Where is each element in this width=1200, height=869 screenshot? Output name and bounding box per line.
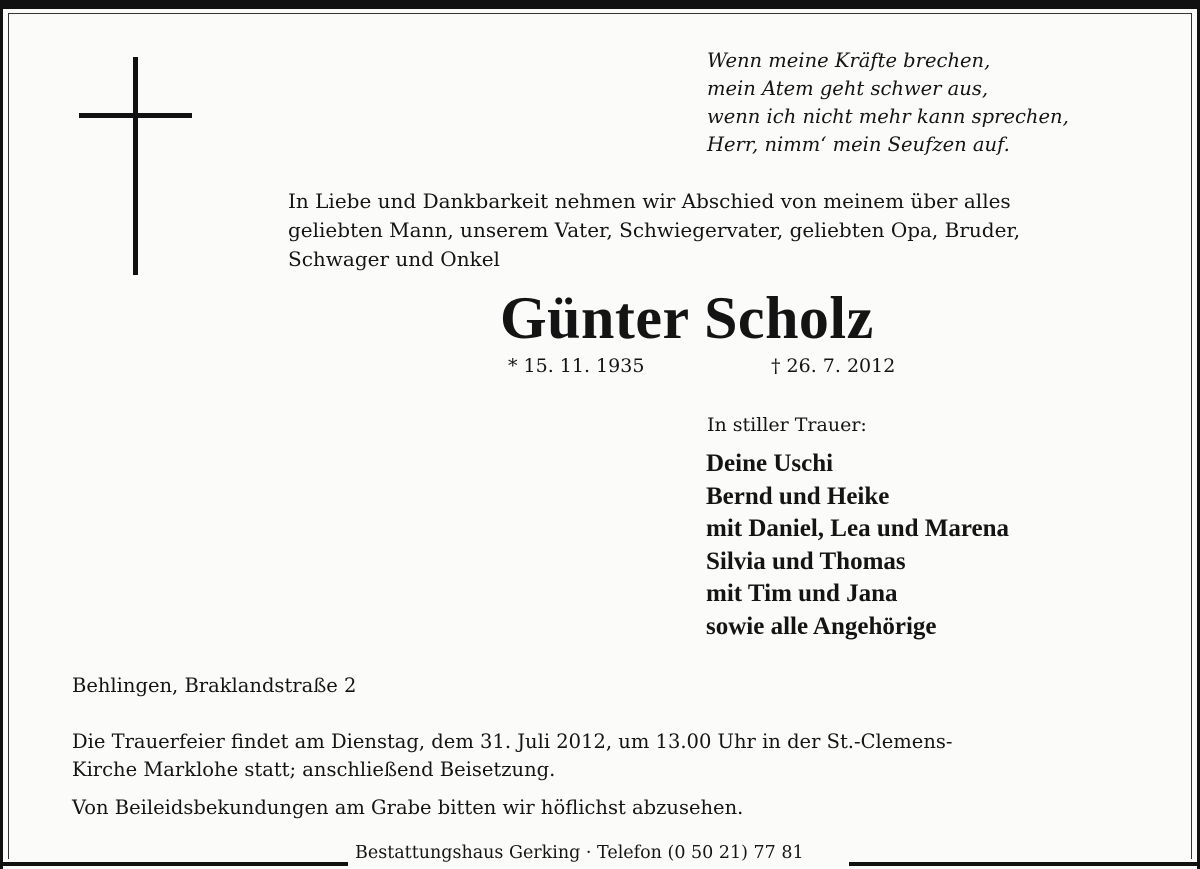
cross-vertical-bar — [133, 57, 138, 275]
cross-horizontal-bar — [79, 113, 192, 118]
mourners-list — [706, 448, 1009, 643]
intro-line: In Liebe und Dankbarkeit nehmen wir Abschied von meinem über alles — [288, 189, 1011, 213]
mourning-label: In stiller Trauer: — [707, 414, 867, 436]
poem-line: Herr, nimm‘ mein Seufzen auf. — [707, 133, 1010, 156]
funeral-line: Kirche Marklohe statt; anschließend Beisetzung. — [72, 758, 556, 781]
deceased-name: Günter Scholz — [500, 285, 874, 351]
death-date: † 26. 7. 2012 — [771, 355, 896, 377]
condolence-note: Von Beileidsbekundungen am Grabe bitten wir höflichst abzusehen. — [72, 796, 744, 819]
intro-line: Schwager und Onkel — [288, 247, 500, 271]
funeral-line: Die Trauerfeier findet am Dienstag, dem 31. Juli 2012, um 13.00 Uhr in der St.-Clemens- — [72, 730, 953, 753]
intro-line: geliebten Mann, unserem Vater, Schwiegervater, geliebten Opa, Bruder, — [288, 218, 1021, 242]
mourner-line: mit Tim und Jana — [706, 580, 898, 607]
family-address: Behlingen, Braklandstraße 2 — [72, 674, 357, 697]
mourner-line: Bernd und Heike — [706, 482, 890, 510]
poem-line: mein Atem geht schwer aus, — [707, 77, 989, 100]
funeral-details — [72, 728, 1132, 784]
footer-rule-right — [849, 862, 1200, 866]
poem-line: Wenn meine Kräfte brechen, — [707, 49, 991, 72]
funeral-home-footer: Bestattungshaus Gerking · Telefon (0 50 21) 77 81 — [355, 843, 804, 863]
left-inner-rule — [8, 13, 9, 859]
right-inner-rule — [1191, 13, 1192, 859]
mourner-line: mit Daniel, Lea und Marena — [706, 515, 1010, 542]
farewell-intro — [288, 187, 1133, 274]
poem-line: wenn ich nicht mehr kann sprechen, — [707, 105, 1069, 128]
birth-date: * 15. 11. 1935 — [508, 355, 645, 377]
poem — [707, 47, 1069, 159]
mourner-line: Deine Uschi — [706, 450, 834, 477]
mourner-line: sowie alle Angehörige — [706, 612, 937, 640]
mourner-line: Silvia und Thomas — [706, 547, 906, 575]
top-inner-rule — [8, 13, 1192, 14]
footer-rule-left — [3, 862, 348, 866]
